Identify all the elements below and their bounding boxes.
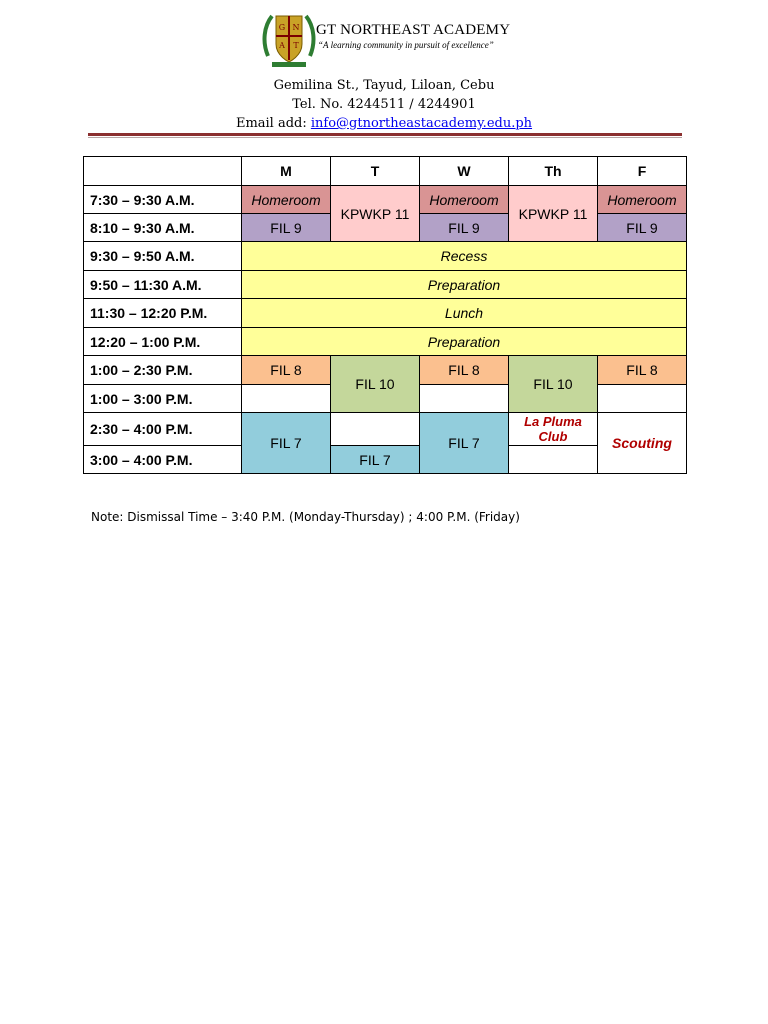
day-header: Th: [509, 157, 598, 186]
school-phone: Tel. No. 4244511 / 4244901: [292, 97, 476, 112]
cell-homeroom: Homeroom: [420, 186, 509, 214]
empty-cell: [242, 385, 331, 413]
header-divider-thin: [88, 137, 682, 138]
day-header: W: [420, 157, 509, 186]
cell-kpwkp: KPWKP 11: [509, 186, 598, 242]
class-schedule-table: [83, 156, 687, 474]
cell-fil8: FIL 8: [420, 356, 509, 385]
cell-homeroom: Homeroom: [598, 186, 687, 214]
table-row: [84, 413, 687, 446]
table-row: [84, 242, 687, 271]
school-address: Gemilina St., Tayud, Liloan, Cebu: [273, 78, 495, 93]
cell-fil8: FIL 8: [242, 356, 331, 385]
cell-homeroom: Homeroom: [242, 186, 331, 214]
time-slot: 9:30 – 9:50 A.M.: [84, 242, 242, 271]
table-header-row: [84, 157, 687, 186]
cell-fil9: FIL 9: [242, 214, 331, 242]
dismissal-note: Note: Dismissal Time – 3:40 P.M. (Monday-Thursday) ; 4:00 P.M. (Friday): [91, 510, 520, 524]
crest-letter: T: [293, 41, 299, 50]
school-name: GT NORTHEAST ACADEMY: [316, 22, 511, 38]
time-slot: 1:00 – 3:00 P.M.: [84, 385, 242, 413]
school-header: [262, 12, 522, 70]
email-label: Email add:: [235, 116, 311, 131]
cell-scouting: Scouting: [598, 413, 687, 474]
crest-letter: G: [278, 23, 286, 32]
time-slot: 12:20 – 1:00 P.M.: [84, 328, 242, 356]
cell-preparation: Preparation: [242, 271, 687, 299]
day-header: T: [331, 157, 420, 186]
empty-cell: [331, 413, 420, 446]
time-slot: 3:00 – 4:00 P.M.: [84, 446, 242, 474]
cell-fil10: FIL 10: [509, 356, 598, 413]
cell-fil7: FIL 7: [331, 446, 420, 474]
email-link[interactable]: info@gtnortheastacademy.edu.ph: [310, 116, 533, 131]
day-header: M: [242, 157, 331, 186]
time-slot: 9:50 – 11:30 A.M.: [84, 271, 242, 299]
table-row: [84, 328, 687, 356]
table-row: [84, 271, 687, 299]
day-header: F: [598, 157, 687, 186]
empty-cell: [598, 385, 687, 413]
empty-cell: [420, 385, 509, 413]
cell-preparation: Preparation: [242, 328, 687, 356]
header-divider: [88, 133, 682, 136]
school-email-line: [0, 116, 768, 131]
cell-fil10: FIL 10: [331, 356, 420, 413]
cell-recess: Recess: [242, 242, 687, 271]
table-row: [84, 356, 687, 385]
cell-kpwkp: KPWKP 11: [331, 186, 420, 242]
cell-fil9: FIL 9: [598, 214, 687, 242]
time-slot: 8:10 – 9:30 A.M.: [84, 214, 242, 242]
crest-letter: N: [292, 23, 300, 32]
table-row: [84, 299, 687, 328]
school-motto: “A learning community in pursuit of excellence”: [318, 40, 494, 50]
time-slot: 1:00 – 2:30 P.M.: [84, 356, 242, 385]
cell-fil9: FIL 9: [420, 214, 509, 242]
cell-la-pluma-club: La Pluma Club: [509, 413, 598, 446]
time-slot: 11:30 – 12:20 P.M.: [84, 299, 242, 328]
school-crest-icon: [262, 12, 316, 70]
table-row: [84, 186, 687, 214]
time-slot: 7:30 – 9:30 A.M.: [84, 186, 242, 214]
cell-fil7: FIL 7: [420, 413, 509, 474]
cell-lunch: Lunch: [242, 299, 687, 328]
crest-letter: A: [279, 41, 285, 50]
empty-cell: [509, 446, 598, 474]
corner-cell: [84, 157, 242, 186]
time-slot: 2:30 – 4:00 P.M.: [84, 413, 242, 446]
table-row: [84, 446, 687, 474]
cell-fil7: FIL 7: [242, 413, 331, 474]
cell-fil8: FIL 8: [598, 356, 687, 385]
